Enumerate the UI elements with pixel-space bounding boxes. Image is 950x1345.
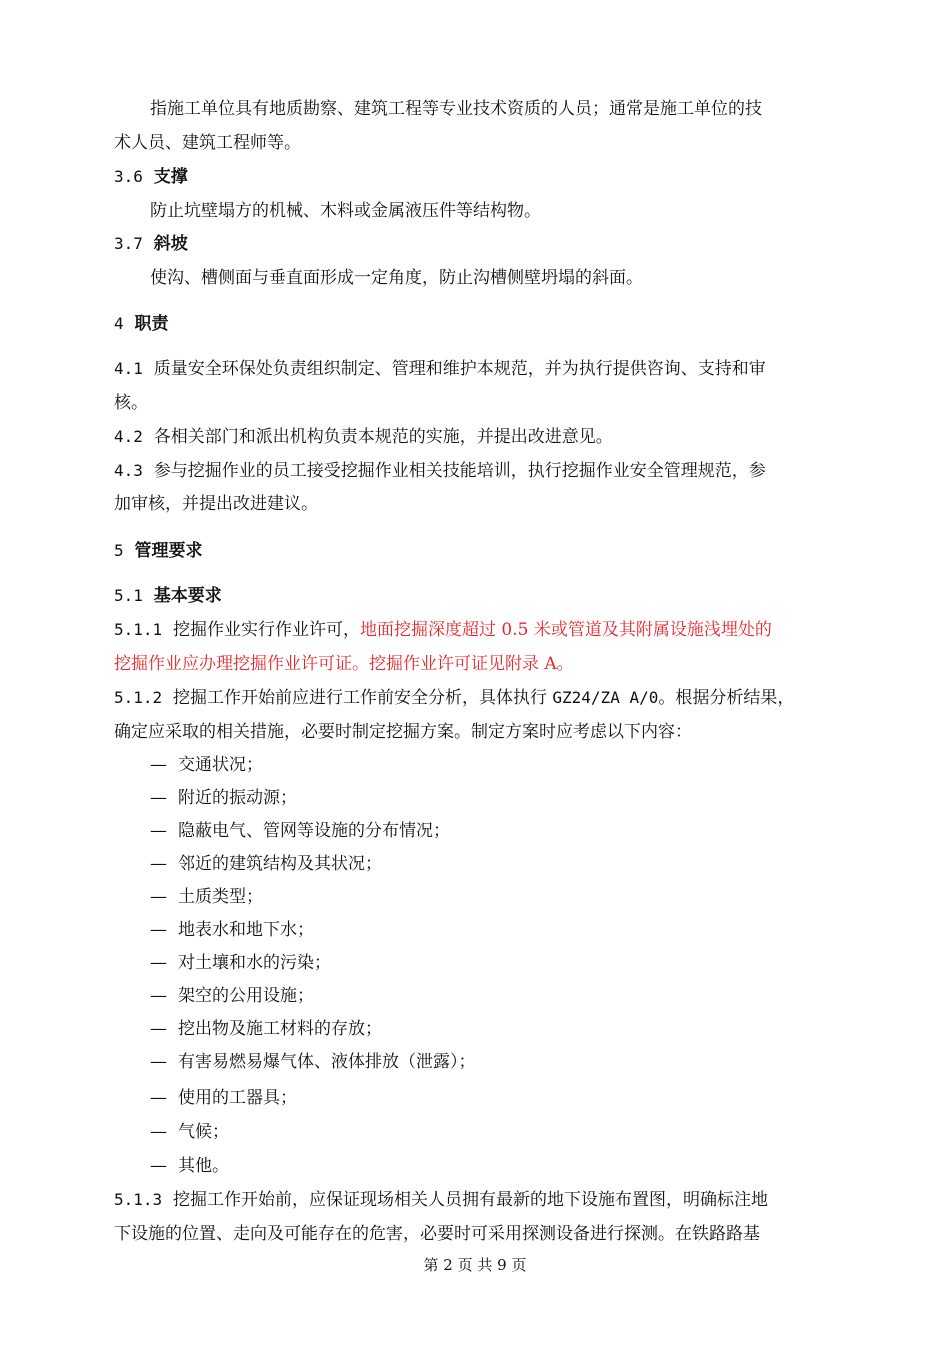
list-item: — 地表水和地下水； (150, 920, 314, 940)
section-heading-5: 5 管理要求 (114, 541, 203, 561)
clause-4-3: 4.3 参与挖掘作业的员工接受挖掘作业相关技能培训，执行挖掘作业安全管理规范，参 (114, 461, 766, 481)
paragraph-line: 使沟、槽侧面与垂直面形成一定角度，防止沟槽侧壁坍塌的斜面。 (150, 268, 643, 288)
section-heading-3-6: 3.6 支撑 (114, 167, 188, 187)
section-heading-3-7: 3.7 斜坡 (114, 234, 188, 254)
list-item: — 其他。 (150, 1156, 229, 1176)
paragraph-line: 确定应采取的相关措施，必要时制定挖掘方案。制定方案时应考虑以下内容： (114, 722, 692, 742)
section-heading-4: 4 职责 (114, 314, 169, 334)
paragraph-line: 防止坑壁塌方的机械、木料或金属液压件等结构物。 (150, 201, 541, 221)
list-item: — 气候； (150, 1122, 229, 1142)
clause-4-2: 4.2 各相关部门和派出机构负责本规范的实施，并提出改进意见。 (114, 427, 613, 447)
list-item: — 交通状况； (150, 755, 263, 775)
section-heading-5-1: 5.1 基本要求 (114, 586, 222, 606)
list-item: — 挖出物及施工材料的存放； (150, 1019, 382, 1039)
list-item: — 土质类型； (150, 887, 263, 907)
highlighted-text: 挖掘作业应办理挖掘作业许可证。挖掘作业许可证见附录 A。 (114, 654, 574, 674)
paragraph-line: 核。 (114, 393, 148, 413)
clause-5-1-3: 5.1.3 挖掘工作开始前，应保证现场相关人员拥有最新的地下设施布置图，明确标注地 (114, 1190, 768, 1210)
list-item: — 使用的工器具； (150, 1088, 297, 1108)
paragraph-line: 加审核，并提出改进建议。 (114, 494, 318, 514)
list-item: — 隐蔽电气、管网等设施的分布情况； (150, 821, 450, 841)
paragraph-line: 指施工单位具有地质勘察、建筑工程等专业技术资质的人员；通常是施工单位的技 (150, 99, 762, 119)
list-item: — 对土壤和水的污染； (150, 953, 331, 973)
list-item: — 邻近的建筑结构及其状况； (150, 854, 382, 874)
list-item: — 附近的振动源； (150, 788, 297, 808)
paragraph-line: 术人员、建筑工程师等。 (114, 133, 301, 153)
page-number-footer: 第 2 页 共 9 页 (423, 1256, 527, 1274)
document-code: GZ24/ZA A/0 (552, 688, 659, 707)
list-item: — 有害易燃易爆气体、液体排放（泄露）； (150, 1052, 476, 1072)
paragraph-line: 下设施的位置、走向及可能存在的危害，必要时可采用探测设备进行探测。在铁路路基 (114, 1224, 760, 1244)
list-item: — 架空的公用设施； (150, 986, 314, 1006)
clause-4-1: 4.1 质量安全环保处负责组织制定、管理和维护本规范，并为执行提供咨询、支持和审 (114, 359, 766, 379)
clause-5-1-1: 5.1.1 挖掘作业实行作业许可，地面挖掘深度超过 0.5 米或管道及其附属设施浅埋处的 (114, 620, 772, 640)
highlighted-text: 地面挖掘深度超过 0.5 米或管道及其附属设施浅埋处的 (359, 620, 772, 640)
clause-5-1-2: 5.1.2 挖掘工作开始前应进行工作前安全分析，具体执行 GZ24/ZA A/0。根据分析结果， (114, 688, 795, 708)
